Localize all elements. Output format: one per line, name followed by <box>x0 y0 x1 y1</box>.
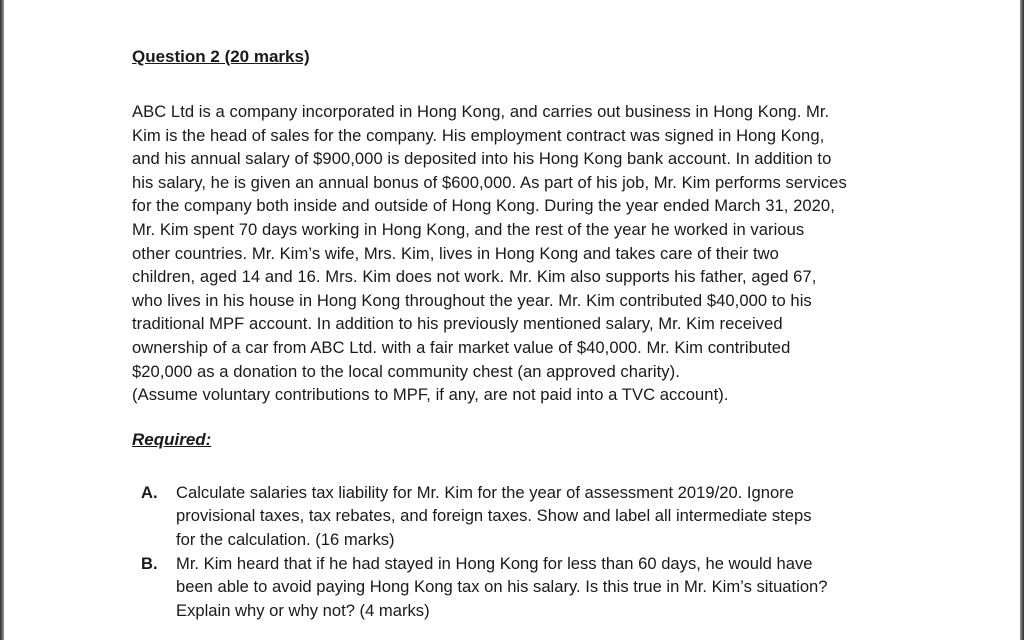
question-heading: Question 2 (20 marks) <box>132 47 310 66</box>
body-line: his salary, he is given an annual bonus of $600,000. As part of his job, Mr. Kim performs services <box>132 172 847 192</box>
left-page-edge <box>0 0 4 640</box>
question-line: Calculate salaries tax liability for Mr. Kim for the year of assessment 2019/20. Ignore <box>176 482 794 502</box>
question-letter: B. <box>141 553 158 573</box>
document-page <box>132 40 902 622</box>
question-text <box>176 481 902 552</box>
body-line: (Assume voluntary contributions to MPF, if any, are not paid into a TVC account). <box>132 385 729 405</box>
body-line: traditional MPF account. In addition to his previously mentioned salary, Mr. Kim received <box>132 314 783 334</box>
body-line: Mr. Kim spent 70 days working in Hong Kong, and the rest of the year he worked in various <box>132 219 805 239</box>
body-line: who lives in his house in Hong Kong throughout the year. Mr. Kim contributed $40,000 to his <box>132 290 812 310</box>
body-line: ownership of a car from ABC Ltd. with a fair market value of $40,000. Mr. Kim contributed <box>132 337 791 357</box>
question-letter: A. <box>141 482 158 502</box>
question-item-a <box>132 481 902 552</box>
body-line: other countries. Mr. Kim’s wife, Mrs. Kim, lives in Hong Kong and takes care of their two <box>132 243 779 263</box>
body-line: children, aged 14 and 16. Mrs. Kim does not work. Mr. Kim also supports his father, aged 67, <box>132 267 817 287</box>
question-line: Explain why or why not? (4 marks) <box>176 600 430 620</box>
question-text <box>176 552 902 623</box>
question-line: for the calculation. (16 marks) <box>176 529 395 549</box>
question-item-b <box>132 552 902 623</box>
body-line: ABC Ltd is a company incorporated in Hong Kong, and carries out business in Hong Kong. Mr. <box>132 102 830 121</box>
body-line: and his annual salary of $900,000 is deposited into his Hong Kong bank account. In addition to <box>132 149 832 169</box>
body-line: Kim is the head of sales for the company. His employment contract was signed in Hong Kong, <box>132 125 825 145</box>
right-page-edge <box>1020 0 1024 640</box>
question-line: Mr. Kim heard that if he had stayed in Hong Kong for less than 60 days, he would have <box>176 553 813 573</box>
required-heading: Required: <box>132 429 212 449</box>
body-line: $20,000 as a donation to the local community chest (an approved charity). <box>132 361 680 381</box>
question-list <box>132 481 902 623</box>
body-line: for the company both inside and outside of Hong Kong. During the year ended March 31, 2020, <box>132 196 835 216</box>
question-body <box>132 100 902 407</box>
question-line: been able to avoid paying Hong Kong tax on his salary. Is this true in Mr. Kim’s situation? <box>176 577 828 597</box>
question-line: provisional taxes, tax rebates, and foreign taxes. Show and label all intermediate steps <box>176 506 812 526</box>
